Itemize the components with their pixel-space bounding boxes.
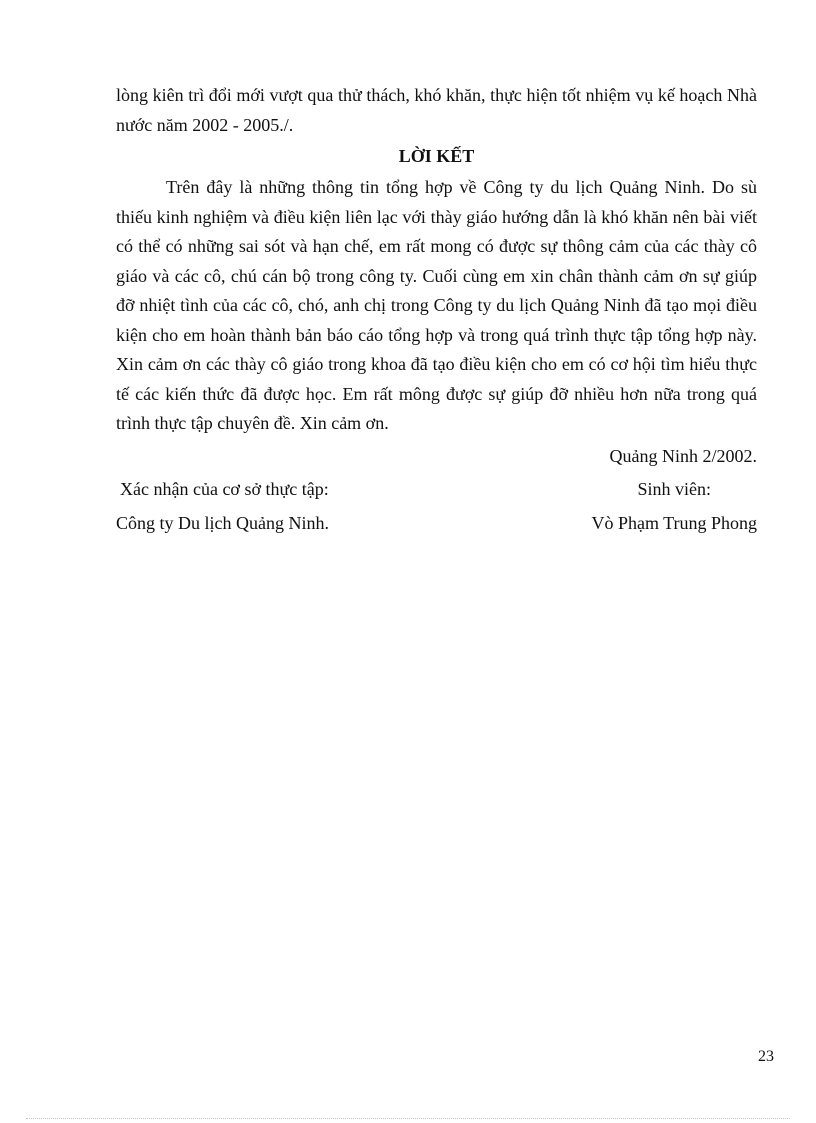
footer-divider	[26, 1118, 790, 1119]
student-label: Sinh viên:	[637, 479, 711, 499]
company-name: Công ty Du lịch Quảng Ninh.	[116, 512, 329, 533]
student-name: Vò Phạm Trung Phong	[591, 512, 757, 533]
closing-paragraph: Trên đây là những thông tin tổng hợp về Công ty du lịch Quảng Ninh. Do sù thiếu kinh nghiệm và điều kiện liên lạc với thày giáo hướng dẫn là khó khăn nên bài viết có thể có những sai sót và hạn chế, em rất mong có được sự thông cảm của các thày cô giáo và các cô, chú cán bộ trong công ty. Cuối cùng em xin chân thành cảm ơn sự giúp đỡ nhiệt tình của các cô, chó, anh chị trong Công ty du lịch Quảng Ninh đã tạo mọi điều kiện cho em hoàn thành bản báo cáo tổng hợp và trong quá trình thực tập tổng hợp này. Xin cảm ơn các thày cô giáo trong khoa đã tạo điều kiện cho em có cơ hội tìm hiểu thực tế các kiến thức đã được học. Em rất mông được sự giúp đỡ nhiều hơn nữa trong quá trình thực tập chuyên đề. Xin cảm ơn.	[116, 177, 757, 433]
confirmation-label: Xác nhận của cơ sở thực tập:	[120, 479, 329, 499]
page-number: 23	[758, 1048, 774, 1065]
page-body	[116, 81, 757, 538]
signature-labels-row	[116, 475, 757, 505]
section-heading: LỜI KẾT	[398, 146, 475, 166]
place-date: Quảng Ninh 2/2002.	[609, 445, 757, 466]
signature-names-row	[116, 509, 757, 539]
intro-paragraph-tail: lòng kiên trì đổi mới vượt qua thử thách, khó khăn, thực hiện tốt nhiệm vụ kế hoạch Nhà nước năm 2002 - 2005./.	[116, 85, 757, 135]
